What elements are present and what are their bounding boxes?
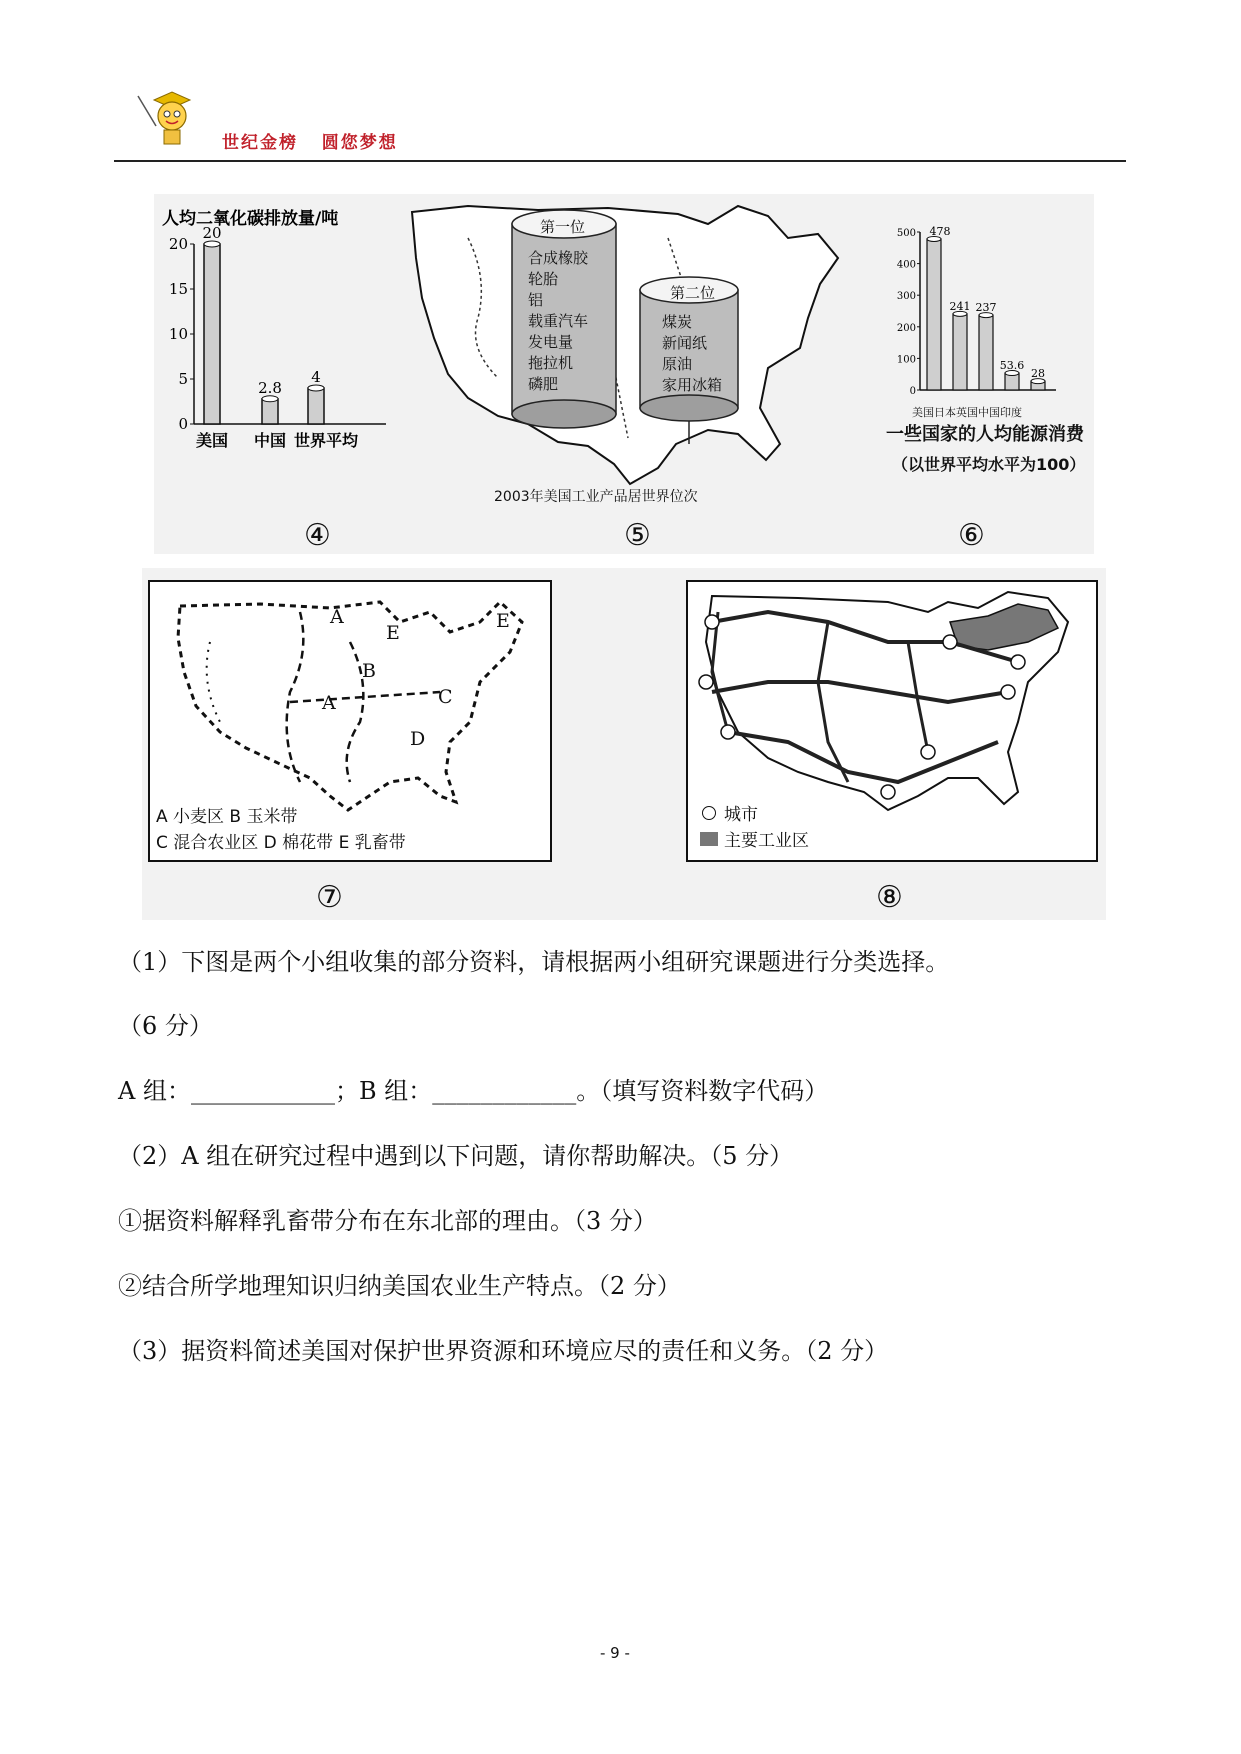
- logo: [134, 86, 206, 148]
- fig8-legend-city: 城市: [724, 805, 758, 825]
- figure-6: [880, 214, 1080, 414]
- us-industry-map: [408, 198, 848, 498]
- first-rank-list: [528, 248, 588, 395]
- page-number: - 9 -: [600, 1644, 630, 1662]
- y-tick-label: 10: [168, 325, 188, 343]
- bar-value-label: 28: [1031, 367, 1045, 381]
- first-rank-title: 第一位: [540, 218, 586, 236]
- first-rank-item: 磷肥: [528, 375, 559, 393]
- figure-5-caption: 2003年美国工业产品居世界位次: [494, 489, 698, 505]
- second-rank-item: 原油: [662, 355, 693, 373]
- figure-4: [160, 204, 400, 454]
- bar: [262, 399, 278, 424]
- bar-value-label: 2.8: [258, 378, 282, 397]
- region-label-b: B: [362, 660, 376, 682]
- legend-industry-swatch: [700, 832, 718, 846]
- fig7-legend-line1: A 小麦区 B 玉米带: [156, 807, 298, 827]
- region-label-e1: E: [386, 622, 400, 644]
- header-divider: [114, 160, 1126, 162]
- fig8-legend-industry: 主要工业区: [724, 831, 809, 851]
- question-2-2: ②结合所学地理知识归纳美国农业生产特点。（2 分）: [118, 1272, 681, 1300]
- question-1: （1）下图是两个小组收集的部分资料，请根据两小组研究课题进行分类选择。: [118, 948, 950, 976]
- figure-8-label: ⑧: [876, 880, 903, 915]
- region-label-a1: A: [330, 606, 344, 628]
- bar-value-label: 237: [975, 301, 997, 315]
- first-rank-item: 铝: [528, 291, 544, 309]
- header-brand: 世纪金榜 圆您梦想: [222, 133, 398, 153]
- category-label: 美国: [195, 431, 229, 450]
- bar-value-label: 478: [929, 224, 951, 238]
- question-2: （2）A 组在研究过程中遇到以下问题，请你帮助解决。（5 分）: [118, 1142, 794, 1170]
- second-rank-title: 第二位: [670, 284, 716, 302]
- y-tick-label: 15: [168, 280, 188, 298]
- y-tick-label: 20: [168, 235, 188, 253]
- second-rank-item: 新闻纸: [662, 334, 708, 352]
- bar-value-label: 53.6: [999, 359, 1025, 373]
- co2-bar-chart: [160, 204, 400, 454]
- figure-7-label: ⑦: [316, 880, 343, 915]
- bar-value-label: 241: [949, 299, 971, 313]
- chart-ylabel: 人均二氧化碳排放量/吨: [162, 209, 339, 229]
- region-label-e2: E: [496, 610, 510, 632]
- y-tick-label: 100: [896, 354, 916, 366]
- bar: [953, 314, 967, 390]
- first-rank-item: 载重汽车: [528, 312, 589, 330]
- first-rank-item: 发电量: [528, 333, 574, 351]
- question-1-answer: A 组：____________；B 组：____________。（填写资料数字代码）: [118, 1077, 829, 1105]
- figure-5-label: ⑤: [624, 518, 651, 553]
- industrial-zone: [950, 604, 1058, 650]
- energy-categories: 美国日本英国中国印度: [912, 406, 1022, 419]
- y-tick-label: 500: [896, 228, 916, 239]
- figure-4-label: ④: [304, 518, 331, 553]
- region-label-a2: A: [322, 692, 336, 714]
- bar: [927, 239, 941, 390]
- us-outline: [412, 206, 838, 484]
- energy-chart-title: 一些国家的人均能源消费: [886, 424, 1084, 445]
- second-rank-list: [662, 312, 722, 396]
- y-tick-label: 0: [909, 386, 916, 397]
- category-label: 世界平均: [293, 431, 359, 450]
- question-2-1: ①据资料解释乳畜带分布在东北部的理由。（3 分）: [118, 1207, 657, 1235]
- bar: [204, 244, 220, 424]
- first-rank-item: 合成橡胶: [528, 249, 589, 267]
- bar: [308, 388, 324, 424]
- legend-city-icon: [702, 806, 716, 820]
- first-rank-item: 轮胎: [528, 270, 559, 288]
- y-tick-label: 400: [896, 259, 916, 271]
- energy-bar-chart: [880, 214, 1080, 414]
- bar: [979, 315, 993, 390]
- question-1-score: （6 分）: [118, 1012, 213, 1040]
- bar-value-label: 4: [311, 368, 321, 386]
- second-rank-item: 家用冰箱: [662, 376, 723, 394]
- second-rank-item: 煤炭: [662, 313, 693, 331]
- fig7-legend-line2: C 混合农业区 D 棉花带 E 乳畜带: [156, 833, 406, 853]
- category-label: 中国: [253, 431, 287, 450]
- first-rank-item: 拖拉机: [528, 354, 574, 372]
- bar-value-label: 20: [202, 224, 222, 242]
- region-label-d: D: [410, 728, 426, 750]
- figure-5: [408, 198, 848, 498]
- y-tick-label: 300: [896, 291, 916, 303]
- y-tick-label: 200: [896, 322, 916, 334]
- y-tick-label: 0: [178, 415, 188, 433]
- us-outline: [178, 602, 522, 810]
- region-label-c: C: [438, 686, 453, 708]
- y-tick-label: 5: [178, 370, 188, 388]
- question-3: （3）据资料简述美国对保护世界资源和环境应尽的责任和义务。（2 分）: [118, 1337, 889, 1365]
- figure-6-label: ⑥: [958, 518, 985, 553]
- energy-chart-subtitle: （以世界平均水平为100）: [892, 455, 1086, 474]
